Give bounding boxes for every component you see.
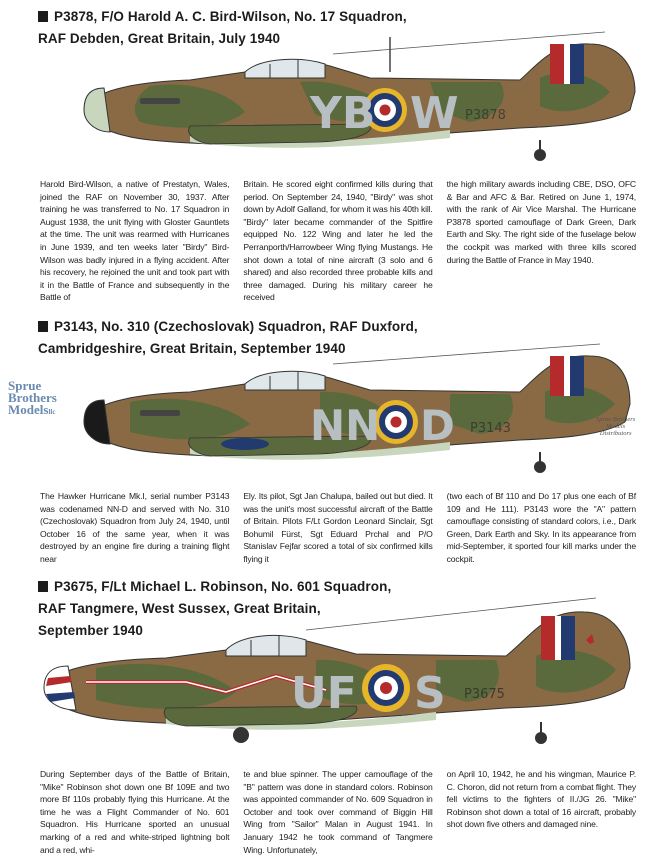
title-bullet bbox=[38, 11, 48, 22]
fuselage-code-left: UF bbox=[291, 668, 357, 719]
text-column: Britain. He scored eight confirmed kills during that period. On September 24, 1940, "Birdy" was shot down by Adolf Galland, for whom it was his 40th kill. "Birdy" later became commander of the Spitfire equipped No. 122 Wing and later he led the Perranporth/Harrowbeer Wing flying Mustangs. He shot down a total of nine aircraft (3 solo and 6 shared) and also recorded three probable kills and three damaged. During his military career he received bbox=[243, 179, 433, 303]
watermark-line: Sprue bbox=[8, 378, 42, 393]
title-line-3: September 1940 bbox=[38, 623, 143, 638]
profile-section-1 bbox=[0, 0, 671, 303]
text-column: During September days of the Battle of Britain, "Mike" Robinson shot down one Bf 109E and two more Bf 110s probably flying this Hurricane. At the time he was a Flight Commander of No. 601 Squadron. His Hurricane sported an unusual marking of a red and white-striped lightning bolt and a red, whi- bbox=[40, 769, 230, 855]
aircraft-profile-2 bbox=[70, 332, 630, 482]
watermark-line: Models bbox=[8, 402, 49, 417]
watermark-line: Brothers bbox=[8, 390, 57, 405]
serial-number: P3143 bbox=[470, 421, 511, 436]
title-line-1: P3675, F/Lt Michael L. Robinson, No. 601 Squadron, bbox=[54, 579, 392, 594]
watermark-left bbox=[8, 380, 57, 418]
aircraft-profile-1 bbox=[70, 22, 650, 172]
text-columns-3 bbox=[40, 768, 636, 856]
title-line-2: RAF Tangmere, West Sussex, Great Britain, bbox=[38, 601, 321, 616]
profile-section-3 bbox=[0, 574, 671, 856]
text-columns-2 bbox=[40, 490, 636, 566]
text-column: The Hawker Hurricane Mk.I, serial number P3143 was codenamed NN-D and served with No. 310 (Czechoslovak) Squadron from July 24, 1940, until October 16 of the same year, when it was destroyed by an engine fire during a training flight near bbox=[40, 491, 230, 564]
text-column: Harold Bird-Wilson, a native of Prestatyn, Wales, joined the RAF on November 30, 1937. After training he was transferred to No. 17 Squadron in August 1938, the unit flying with Gloster Gauntlets at the time. The unit was rearmed with Hurricanes in June 1939, and ten weeks later "Birdy" Bird-Wilson was badly injured in a flying accident. After his recovery, he rejoined the unit and took part with it in the Battle of France and subsequently in the Battle of bbox=[40, 179, 230, 303]
serial-number: P3675 bbox=[464, 687, 505, 702]
watermark-line: Sprue Brothers bbox=[596, 416, 636, 423]
title-line-1: P3878, F/O Harold A. C. Bird-Wilson, No. 17 Squadron, bbox=[54, 9, 407, 24]
aircraft-profile-3 bbox=[36, 590, 636, 760]
profile-section-2 bbox=[0, 310, 671, 580]
title-line-2: RAF Debden, Great Britain, July 1940 bbox=[38, 31, 281, 46]
fuselage-code-left: NN bbox=[310, 401, 381, 450]
fuselage-code-left: YB bbox=[310, 88, 376, 139]
text-column: on April 10, 1942, he and his wingman, Maurice P. C. Choron, did not return from a combat flight. They fell victims to the fighters of II./JG 26. "Mike" Robinson shot down a total of 16 aircraft, probably shot down five others and damaged nine. bbox=[446, 769, 636, 830]
watermark-suffix: llc bbox=[48, 408, 56, 416]
title-bullet bbox=[38, 321, 48, 332]
text-column: Ely. Its pilot, Sgt Jan Chalupa, bailed out but died. It was the unit's most successful aircraft of the Battle of Britain. Pilots F/Lt Gordon Leonard Sinclair, Sgt Bohumil Fürst, Sgt Eduard Prchal and P/O Stanislav Fejfar scored a total of six confirmed kills flying it bbox=[243, 491, 433, 564]
title-line-2: Cambridgeshire, Great Britain, September 1940 bbox=[38, 341, 346, 356]
text-column: (two each of Bf 110 and Do 17 plus one each of Bf 109 and He 111). P3143 wore the "A" pattern camouflage consisting of standard colors, i.e., Dark Green, Dark Earth and Sky. In its appearance from mid-September, it sported four kill marks under the cockpit. bbox=[446, 491, 636, 564]
watermark-right bbox=[596, 416, 635, 437]
watermark-line: Distributors bbox=[599, 430, 632, 437]
text-column: te and blue spinner. The upper camouflage of the "B" pattern was done in standard colors. Robinson was appointed commander of No. 609 Squadron in October and took over command of Biggin Hill Wing from "Sailor" Malan in August 1941. In January 1942 he took command of Tangmere Wing. Unfortunately, bbox=[243, 769, 433, 855]
text-column: the high military awards including CBE, DSO, OFC & Bar and AFC & Bar. Retired on June 1, 1974, with the rank of Air Vice Marshal. The Hurricane P3878 sported camouflage of Dark Green, Dark Earth and Sky. The right side of the fuselage below the cockpit was marked with three kills scored during the Battle of France in May 1940. bbox=[446, 179, 636, 265]
fuselage-code-right: S bbox=[414, 668, 446, 719]
fuselage-code-right: W bbox=[410, 88, 459, 139]
title-line-1: P3143, No. 310 (Czechoslovak) Squadron, RAF Duxford, bbox=[54, 319, 418, 334]
text-columns-1 bbox=[40, 178, 636, 304]
fuselage-code-right: D bbox=[420, 401, 455, 450]
watermark-line: Models bbox=[606, 423, 626, 430]
serial-number: P3878 bbox=[465, 108, 506, 123]
